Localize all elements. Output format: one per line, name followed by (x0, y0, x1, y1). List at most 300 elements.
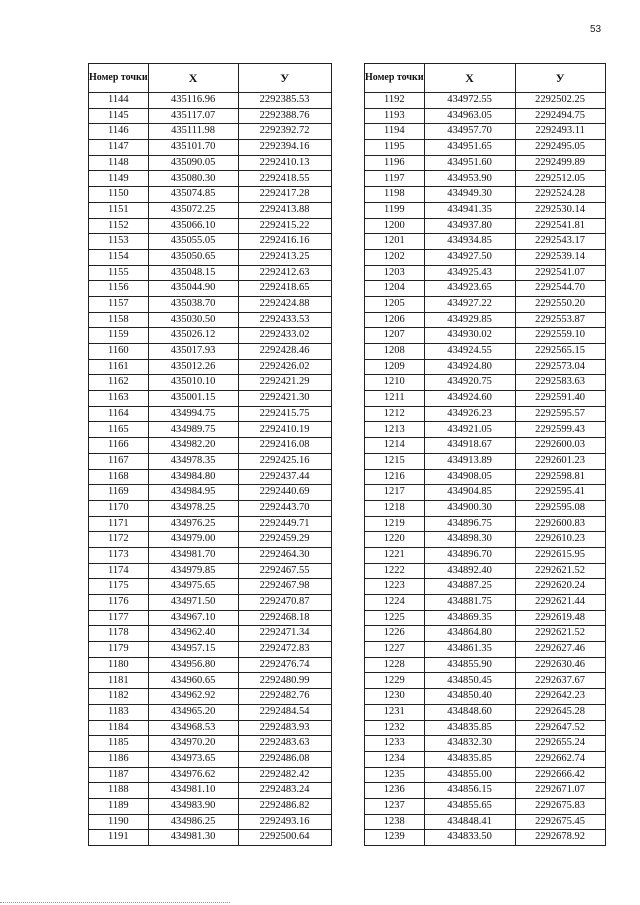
x-coordinate-cell: 434850.45 (424, 673, 515, 689)
y-coordinate-cell: 2292468.18 (238, 610, 331, 626)
y-coordinate-cell: 2292595.08 (515, 500, 605, 516)
x-coordinate-cell: 434850.40 (424, 689, 515, 705)
x-coordinate-cell: 434979.85 (148, 563, 238, 579)
y-coordinate-cell: 2292413.88 (238, 202, 331, 218)
table-row (89, 469, 332, 485)
point-number-cell: 1194 (365, 124, 425, 140)
point-number-cell: 1223 (365, 579, 425, 595)
point-number-cell: 1193 (365, 108, 425, 124)
table-row (365, 469, 606, 485)
y-coordinate-cell: 2292598.81 (515, 469, 605, 485)
point-number-cell: 1238 (365, 814, 425, 830)
table-row (89, 798, 332, 814)
table-row (89, 814, 332, 830)
point-number-cell: 1235 (365, 767, 425, 783)
point-number-cell: 1161 (89, 359, 149, 375)
y-coordinate-cell: 2292418.55 (238, 171, 331, 187)
x-coordinate-cell: 434984.80 (148, 469, 238, 485)
point-number-cell: 1229 (365, 673, 425, 689)
x-coordinate-cell: 434835.85 (424, 720, 515, 736)
point-number-cell: 1201 (365, 234, 425, 250)
table-row (89, 516, 332, 532)
y-coordinate-cell: 2292499.89 (515, 155, 605, 171)
table-row (365, 657, 606, 673)
table-row (365, 563, 606, 579)
table-header-row (365, 64, 606, 93)
y-coordinate-cell: 2292440.69 (238, 485, 331, 501)
point-number-cell: 1144 (89, 93, 149, 109)
x-coordinate-cell: 434833.50 (424, 830, 515, 846)
table-row (89, 736, 332, 752)
table-row (89, 296, 332, 312)
table-row (89, 391, 332, 407)
x-coordinate-cell: 434925.43 (424, 265, 515, 281)
y-coordinate-cell: 2292493.11 (515, 124, 605, 140)
x-coordinate-cell: 434983.90 (148, 798, 238, 814)
table-row (365, 579, 606, 595)
x-coordinate-cell: 434962.92 (148, 689, 238, 705)
point-number-cell: 1227 (365, 642, 425, 658)
point-number-cell: 1165 (89, 422, 149, 438)
table-row (89, 657, 332, 673)
table-row (365, 234, 606, 250)
x-coordinate-cell: 434927.22 (424, 296, 515, 312)
table-row (365, 751, 606, 767)
point-number-cell: 1187 (89, 767, 149, 783)
table-row (365, 500, 606, 516)
y-coordinate-cell: 2292543.17 (515, 234, 605, 250)
table-row (89, 595, 332, 611)
y-coordinate-cell: 2292424.88 (238, 296, 331, 312)
y-coordinate-cell: 2292483.63 (238, 736, 331, 752)
point-number-cell: 1182 (89, 689, 149, 705)
x-coordinate-cell: 434967.10 (148, 610, 238, 626)
x-coordinate-cell: 434855.90 (424, 657, 515, 673)
point-number-cell: 1177 (89, 610, 149, 626)
header-x: Х (148, 64, 238, 93)
y-coordinate-cell: 2292495.05 (515, 140, 605, 156)
x-coordinate-cell: 434924.55 (424, 344, 515, 360)
y-coordinate-cell: 2292413.25 (238, 249, 331, 265)
point-number-cell: 1157 (89, 296, 149, 312)
x-coordinate-cell: 435026.12 (148, 328, 238, 344)
table-row (89, 438, 332, 454)
table-row (365, 406, 606, 422)
y-coordinate-cell: 2292599.43 (515, 422, 605, 438)
table-row (365, 720, 606, 736)
x-coordinate-cell: 434957.70 (424, 124, 515, 140)
table-row (365, 187, 606, 203)
point-number-cell: 1183 (89, 704, 149, 720)
x-coordinate-cell: 434960.65 (148, 673, 238, 689)
y-coordinate-cell: 2292627.46 (515, 642, 605, 658)
y-coordinate-cell: 2292482.76 (238, 689, 331, 705)
x-coordinate-cell: 434953.90 (424, 171, 515, 187)
y-coordinate-cell: 2292415.75 (238, 406, 331, 422)
point-number-cell: 1186 (89, 751, 149, 767)
table-row (89, 783, 332, 799)
header-x: Х (424, 64, 515, 93)
point-number-cell: 1198 (365, 187, 425, 203)
table-row (89, 720, 332, 736)
point-number-cell: 1178 (89, 626, 149, 642)
point-number-cell: 1207 (365, 328, 425, 344)
point-number-cell: 1180 (89, 657, 149, 673)
point-number-cell: 1150 (89, 187, 149, 203)
x-coordinate-cell: 434855.00 (424, 767, 515, 783)
y-coordinate-cell: 2292416.16 (238, 234, 331, 250)
table-row (89, 579, 332, 595)
point-number-cell: 1155 (89, 265, 149, 281)
x-coordinate-cell: 434975.65 (148, 579, 238, 595)
y-coordinate-cell: 2292484.54 (238, 704, 331, 720)
point-number-cell: 1176 (89, 595, 149, 611)
point-number-cell: 1188 (89, 783, 149, 799)
y-coordinate-cell: 2292539.14 (515, 249, 605, 265)
y-coordinate-cell: 2292565.15 (515, 344, 605, 360)
x-coordinate-cell: 434918.67 (424, 438, 515, 454)
point-number-cell: 1214 (365, 438, 425, 454)
table-row (365, 281, 606, 297)
table-row (365, 547, 606, 563)
point-number-cell: 1148 (89, 155, 149, 171)
table-row (89, 155, 332, 171)
x-coordinate-cell: 434920.75 (424, 375, 515, 391)
x-coordinate-cell: 434949.30 (424, 187, 515, 203)
x-coordinate-cell: 435090.05 (148, 155, 238, 171)
point-number-cell: 1172 (89, 532, 149, 548)
y-coordinate-cell: 2292388.76 (238, 108, 331, 124)
table-row (365, 438, 606, 454)
y-coordinate-cell: 2292610.23 (515, 532, 605, 548)
x-coordinate-cell: 435055.05 (148, 234, 238, 250)
x-coordinate-cell: 434979.00 (148, 532, 238, 548)
table-row (89, 312, 332, 328)
y-coordinate-cell: 2292637.67 (515, 673, 605, 689)
table-row (365, 93, 606, 109)
table-row (89, 673, 332, 689)
point-number-cell: 1156 (89, 281, 149, 297)
y-coordinate-cell: 2292655.24 (515, 736, 605, 752)
y-coordinate-cell: 2292530.14 (515, 202, 605, 218)
point-number-cell: 1196 (365, 155, 425, 171)
x-coordinate-cell: 435038.70 (148, 296, 238, 312)
table-row (89, 124, 332, 140)
x-coordinate-cell: 435117.07 (148, 108, 238, 124)
x-coordinate-cell: 434835.85 (424, 751, 515, 767)
y-coordinate-cell: 2292410.13 (238, 155, 331, 171)
y-coordinate-cell: 2292410.19 (238, 422, 331, 438)
y-coordinate-cell: 2292421.30 (238, 391, 331, 407)
y-coordinate-cell: 2292415.22 (238, 218, 331, 234)
y-coordinate-cell: 2292421.29 (238, 375, 331, 391)
point-number-cell: 1179 (89, 642, 149, 658)
point-number-cell: 1154 (89, 249, 149, 265)
y-coordinate-cell: 2292595.57 (515, 406, 605, 422)
x-coordinate-cell: 434855.65 (424, 798, 515, 814)
y-coordinate-cell: 2292464.30 (238, 547, 331, 563)
point-number-cell: 1175 (89, 579, 149, 595)
table-row (89, 93, 332, 109)
y-coordinate-cell: 2292647.52 (515, 720, 605, 736)
x-coordinate-cell: 435010.10 (148, 375, 238, 391)
table-header-row (89, 64, 332, 93)
point-number-cell: 1164 (89, 406, 149, 422)
x-coordinate-cell: 434923.65 (424, 281, 515, 297)
table-row (89, 500, 332, 516)
point-number-cell: 1205 (365, 296, 425, 312)
y-coordinate-cell: 2292620.24 (515, 579, 605, 595)
table-row (365, 642, 606, 658)
table-row (365, 532, 606, 548)
point-number-cell: 1233 (365, 736, 425, 752)
table-body-right (365, 93, 606, 846)
table-row (365, 296, 606, 312)
y-coordinate-cell: 2292425.16 (238, 453, 331, 469)
point-number-cell: 1163 (89, 391, 149, 407)
point-number-cell: 1147 (89, 140, 149, 156)
point-number-cell: 1212 (365, 406, 425, 422)
point-number-cell: 1146 (89, 124, 149, 140)
y-coordinate-cell: 2292486.82 (238, 798, 331, 814)
y-coordinate-cell: 2292433.02 (238, 328, 331, 344)
x-coordinate-cell: 434924.80 (424, 359, 515, 375)
table-row (89, 704, 332, 720)
y-coordinate-cell: 2292486.08 (238, 751, 331, 767)
table-row (365, 485, 606, 501)
x-coordinate-cell: 434848.41 (424, 814, 515, 830)
x-coordinate-cell: 434976.62 (148, 767, 238, 783)
point-number-cell: 1152 (89, 218, 149, 234)
y-coordinate-cell: 2292471.34 (238, 626, 331, 642)
x-coordinate-cell: 434926.23 (424, 406, 515, 422)
point-number-cell: 1219 (365, 516, 425, 532)
x-coordinate-cell: 435001.15 (148, 391, 238, 407)
table-row (89, 422, 332, 438)
point-number-cell: 1159 (89, 328, 149, 344)
point-number-cell: 1173 (89, 547, 149, 563)
x-coordinate-cell: 435101.70 (148, 140, 238, 156)
y-coordinate-cell: 2292621.52 (515, 626, 605, 642)
point-number-cell: 1239 (365, 830, 425, 846)
header-point-number: Номер точки (89, 64, 149, 93)
point-number-cell: 1197 (365, 171, 425, 187)
y-coordinate-cell: 2292671.07 (515, 783, 605, 799)
table-row (365, 312, 606, 328)
point-number-cell: 1169 (89, 485, 149, 501)
y-coordinate-cell: 2292482.42 (238, 767, 331, 783)
x-coordinate-cell: 434896.70 (424, 547, 515, 563)
x-coordinate-cell: 435074.85 (148, 187, 238, 203)
table-row (365, 626, 606, 642)
x-coordinate-cell: 434921.05 (424, 422, 515, 438)
y-coordinate-cell: 2292418.65 (238, 281, 331, 297)
y-coordinate-cell: 2292662.74 (515, 751, 605, 767)
point-number-cell: 1185 (89, 736, 149, 752)
y-coordinate-cell: 2292541.07 (515, 265, 605, 281)
table-row (365, 814, 606, 830)
x-coordinate-cell: 434869.35 (424, 610, 515, 626)
y-coordinate-cell: 2292553.87 (515, 312, 605, 328)
y-coordinate-cell: 2292433.53 (238, 312, 331, 328)
y-coordinate-cell: 2292426.02 (238, 359, 331, 375)
table-row (365, 391, 606, 407)
y-coordinate-cell: 2292459.29 (238, 532, 331, 548)
point-number-cell: 1158 (89, 312, 149, 328)
table-row (365, 171, 606, 187)
x-coordinate-cell: 434965.20 (148, 704, 238, 720)
x-coordinate-cell: 434957.15 (148, 642, 238, 658)
point-number-cell: 1213 (365, 422, 425, 438)
y-coordinate-cell: 2292621.52 (515, 563, 605, 579)
x-coordinate-cell: 435017.93 (148, 344, 238, 360)
point-number-cell: 1200 (365, 218, 425, 234)
x-coordinate-cell: 435044.90 (148, 281, 238, 297)
table-row (89, 344, 332, 360)
x-coordinate-cell: 434981.70 (148, 547, 238, 563)
x-coordinate-cell: 434896.75 (424, 516, 515, 532)
point-number-cell: 1210 (365, 375, 425, 391)
y-coordinate-cell: 2292385.53 (238, 93, 331, 109)
table-row (365, 610, 606, 626)
y-coordinate-cell: 2292541.81 (515, 218, 605, 234)
x-coordinate-cell: 435116.96 (148, 93, 238, 109)
point-number-cell: 1195 (365, 140, 425, 156)
point-number-cell: 1230 (365, 689, 425, 705)
y-coordinate-cell: 2292645.28 (515, 704, 605, 720)
y-coordinate-cell: 2292675.83 (515, 798, 605, 814)
x-coordinate-cell: 434913.89 (424, 453, 515, 469)
point-number-cell: 1145 (89, 108, 149, 124)
table-row (365, 783, 606, 799)
y-coordinate-cell: 2292500.64 (238, 830, 331, 846)
point-number-cell: 1224 (365, 595, 425, 611)
point-number-cell: 1167 (89, 453, 149, 469)
table-row (365, 798, 606, 814)
y-coordinate-cell: 2292550.20 (515, 296, 605, 312)
x-coordinate-cell: 434972.55 (424, 93, 515, 109)
table-row (365, 375, 606, 391)
y-coordinate-cell: 2292417.28 (238, 187, 331, 203)
point-number-cell: 1220 (365, 532, 425, 548)
coordinates-table-left (88, 63, 332, 846)
y-coordinate-cell: 2292524.28 (515, 187, 605, 203)
x-coordinate-cell: 435012.26 (148, 359, 238, 375)
x-coordinate-cell: 434832.30 (424, 736, 515, 752)
y-coordinate-cell: 2292412.63 (238, 265, 331, 281)
x-coordinate-cell: 434962.40 (148, 626, 238, 642)
x-coordinate-cell: 435066.10 (148, 218, 238, 234)
point-number-cell: 1225 (365, 610, 425, 626)
table-row (89, 171, 332, 187)
coordinates-table-right (364, 63, 606, 846)
x-coordinate-cell: 434898.30 (424, 532, 515, 548)
table-row (365, 344, 606, 360)
x-coordinate-cell: 435111.98 (148, 124, 238, 140)
point-number-cell: 1174 (89, 563, 149, 579)
table-row (89, 108, 332, 124)
y-coordinate-cell: 2292467.55 (238, 563, 331, 579)
x-coordinate-cell: 434994.75 (148, 406, 238, 422)
point-number-cell: 1231 (365, 704, 425, 720)
y-coordinate-cell: 2292573.04 (515, 359, 605, 375)
y-coordinate-cell: 2292583.63 (515, 375, 605, 391)
x-coordinate-cell: 434864.80 (424, 626, 515, 642)
point-number-cell: 1226 (365, 626, 425, 642)
table-row (365, 673, 606, 689)
y-coordinate-cell: 2292512.05 (515, 171, 605, 187)
table-row (89, 563, 332, 579)
x-coordinate-cell: 435048.15 (148, 265, 238, 281)
point-number-cell: 1204 (365, 281, 425, 297)
x-coordinate-cell: 434861.35 (424, 642, 515, 658)
table-row (365, 689, 606, 705)
table-row (89, 610, 332, 626)
table-row (365, 453, 606, 469)
y-coordinate-cell: 2292494.75 (515, 108, 605, 124)
table-row (365, 249, 606, 265)
point-number-cell: 1209 (365, 359, 425, 375)
table-row (365, 265, 606, 281)
point-number-cell: 1234 (365, 751, 425, 767)
x-coordinate-cell: 434941.35 (424, 202, 515, 218)
table-row (365, 767, 606, 783)
y-coordinate-cell: 2292559.10 (515, 328, 605, 344)
y-coordinate-cell: 2292666.42 (515, 767, 605, 783)
table-row (89, 375, 332, 391)
table-row (365, 140, 606, 156)
point-number-cell: 1236 (365, 783, 425, 799)
x-coordinate-cell: 434908.05 (424, 469, 515, 485)
x-coordinate-cell: 435030.50 (148, 312, 238, 328)
y-coordinate-cell: 2292472.83 (238, 642, 331, 658)
point-number-cell: 1218 (365, 500, 425, 516)
y-coordinate-cell: 2292483.24 (238, 783, 331, 799)
y-coordinate-cell: 2292470.87 (238, 595, 331, 611)
table-row (89, 234, 332, 250)
x-coordinate-cell: 434956.80 (148, 657, 238, 673)
table-row (89, 767, 332, 783)
x-coordinate-cell: 434887.25 (424, 579, 515, 595)
point-number-cell: 1189 (89, 798, 149, 814)
table-row (365, 359, 606, 375)
y-coordinate-cell: 2292595.41 (515, 485, 605, 501)
table-row (89, 328, 332, 344)
x-coordinate-cell: 434881.75 (424, 595, 515, 611)
x-coordinate-cell: 434971.50 (148, 595, 238, 611)
x-coordinate-cell: 434973.65 (148, 751, 238, 767)
point-number-cell: 1206 (365, 312, 425, 328)
x-coordinate-cell: 434970.20 (148, 736, 238, 752)
table-row (89, 265, 332, 281)
x-coordinate-cell: 434978.35 (148, 453, 238, 469)
point-number-cell: 1166 (89, 438, 149, 454)
y-coordinate-cell: 2292416.08 (238, 438, 331, 454)
point-number-cell: 1203 (365, 265, 425, 281)
x-coordinate-cell: 434904.85 (424, 485, 515, 501)
point-number-cell: 1153 (89, 234, 149, 250)
table-row (365, 108, 606, 124)
table-row (365, 422, 606, 438)
x-coordinate-cell: 434848.60 (424, 704, 515, 720)
x-coordinate-cell: 435050.65 (148, 249, 238, 265)
x-coordinate-cell: 434963.05 (424, 108, 515, 124)
x-coordinate-cell: 434856.15 (424, 783, 515, 799)
point-number-cell: 1199 (365, 202, 425, 218)
table-row (365, 516, 606, 532)
x-coordinate-cell: 434892.40 (424, 563, 515, 579)
x-coordinate-cell: 434930.02 (424, 328, 515, 344)
